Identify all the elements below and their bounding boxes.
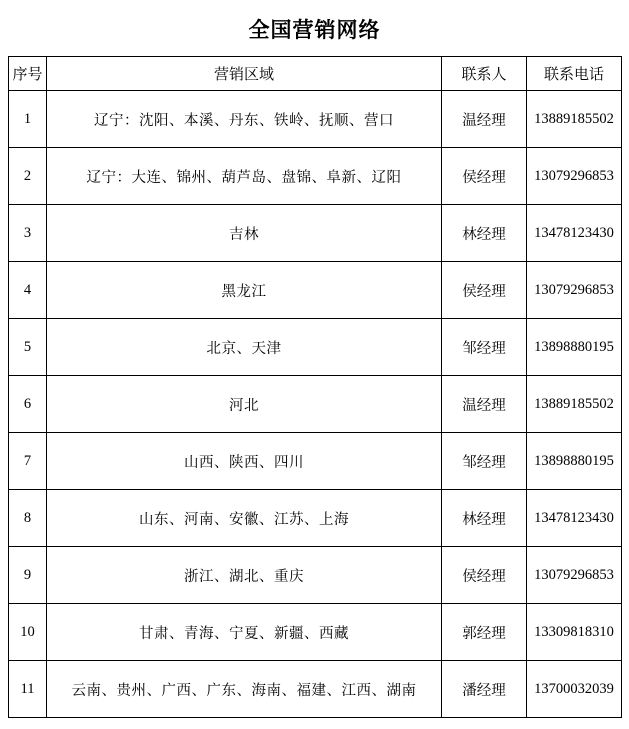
cell-area: 辽宁：大连、锦州、葫芦岛、盘锦、阜新、辽阳 — [47, 148, 442, 205]
column-header-area: 营销区域 — [47, 57, 442, 91]
cell-phone: 13079296853 — [527, 262, 622, 319]
cell-area: 山西、陕西、四川 — [47, 433, 442, 490]
cell-contact: 侯经理 — [442, 547, 527, 604]
column-header-index: 序号 — [9, 57, 47, 91]
marketing-network-table — [8, 56, 622, 718]
cell-area: 浙江、湖北、重庆 — [47, 547, 442, 604]
cell-area: 山东、河南、安徽、江苏、上海 — [47, 490, 442, 547]
cell-index: 11 — [9, 661, 47, 718]
column-header-phone: 联系电话 — [527, 57, 622, 91]
table-row — [9, 661, 622, 718]
table-row — [9, 604, 622, 661]
cell-index: 7 — [9, 433, 47, 490]
cell-area: 河北 — [47, 376, 442, 433]
cell-index: 6 — [9, 376, 47, 433]
table-row — [9, 319, 622, 376]
cell-index: 2 — [9, 148, 47, 205]
cell-phone: 13478123430 — [527, 490, 622, 547]
cell-phone: 13079296853 — [527, 547, 622, 604]
cell-area: 甘肃、青海、宁夏、新疆、西藏 — [47, 604, 442, 661]
cell-phone: 13889185502 — [527, 376, 622, 433]
cell-contact: 温经理 — [442, 91, 527, 148]
cell-contact: 温经理 — [442, 376, 527, 433]
cell-contact: 邹经理 — [442, 433, 527, 490]
cell-phone: 13898880195 — [527, 433, 622, 490]
table-row — [9, 433, 622, 490]
cell-area: 辽宁：沈阳、本溪、丹东、铁岭、抚顺、营口 — [47, 91, 442, 148]
cell-phone: 13889185502 — [527, 91, 622, 148]
table-body — [9, 91, 622, 718]
cell-index: 4 — [9, 262, 47, 319]
cell-phone: 13079296853 — [527, 148, 622, 205]
table-header — [9, 57, 622, 91]
cell-phone: 13700032039 — [527, 661, 622, 718]
cell-phone: 13309818310 — [527, 604, 622, 661]
table-row — [9, 148, 622, 205]
table-row — [9, 490, 622, 547]
table-row — [9, 547, 622, 604]
cell-area: 吉林 — [47, 205, 442, 262]
page-title: 全国营销网络 — [248, 18, 381, 42]
cell-area: 云南、贵州、广西、广东、海南、福建、江西、湖南 — [47, 661, 442, 718]
cell-contact: 邹经理 — [442, 319, 527, 376]
table-header-row — [9, 57, 622, 91]
cell-contact: 林经理 — [442, 490, 527, 547]
cell-index: 5 — [9, 319, 47, 376]
cell-index: 9 — [9, 547, 47, 604]
table-row — [9, 376, 622, 433]
cell-contact: 侯经理 — [442, 148, 527, 205]
cell-contact: 侯经理 — [442, 262, 527, 319]
table-row — [9, 262, 622, 319]
cell-phone: 13898880195 — [527, 319, 622, 376]
cell-index: 10 — [9, 604, 47, 661]
cell-contact: 林经理 — [442, 205, 527, 262]
table-row — [9, 205, 622, 262]
cell-index: 8 — [9, 490, 47, 547]
column-header-contact: 联系人 — [442, 57, 527, 91]
cell-phone: 13478123430 — [527, 205, 622, 262]
cell-area: 黑龙江 — [47, 262, 442, 319]
cell-index: 3 — [9, 205, 47, 262]
cell-contact: 郭经理 — [442, 604, 527, 661]
table-row — [9, 91, 622, 148]
cell-index: 1 — [9, 91, 47, 148]
cell-area: 北京、天津 — [47, 319, 442, 376]
cell-contact: 潘经理 — [442, 661, 527, 718]
